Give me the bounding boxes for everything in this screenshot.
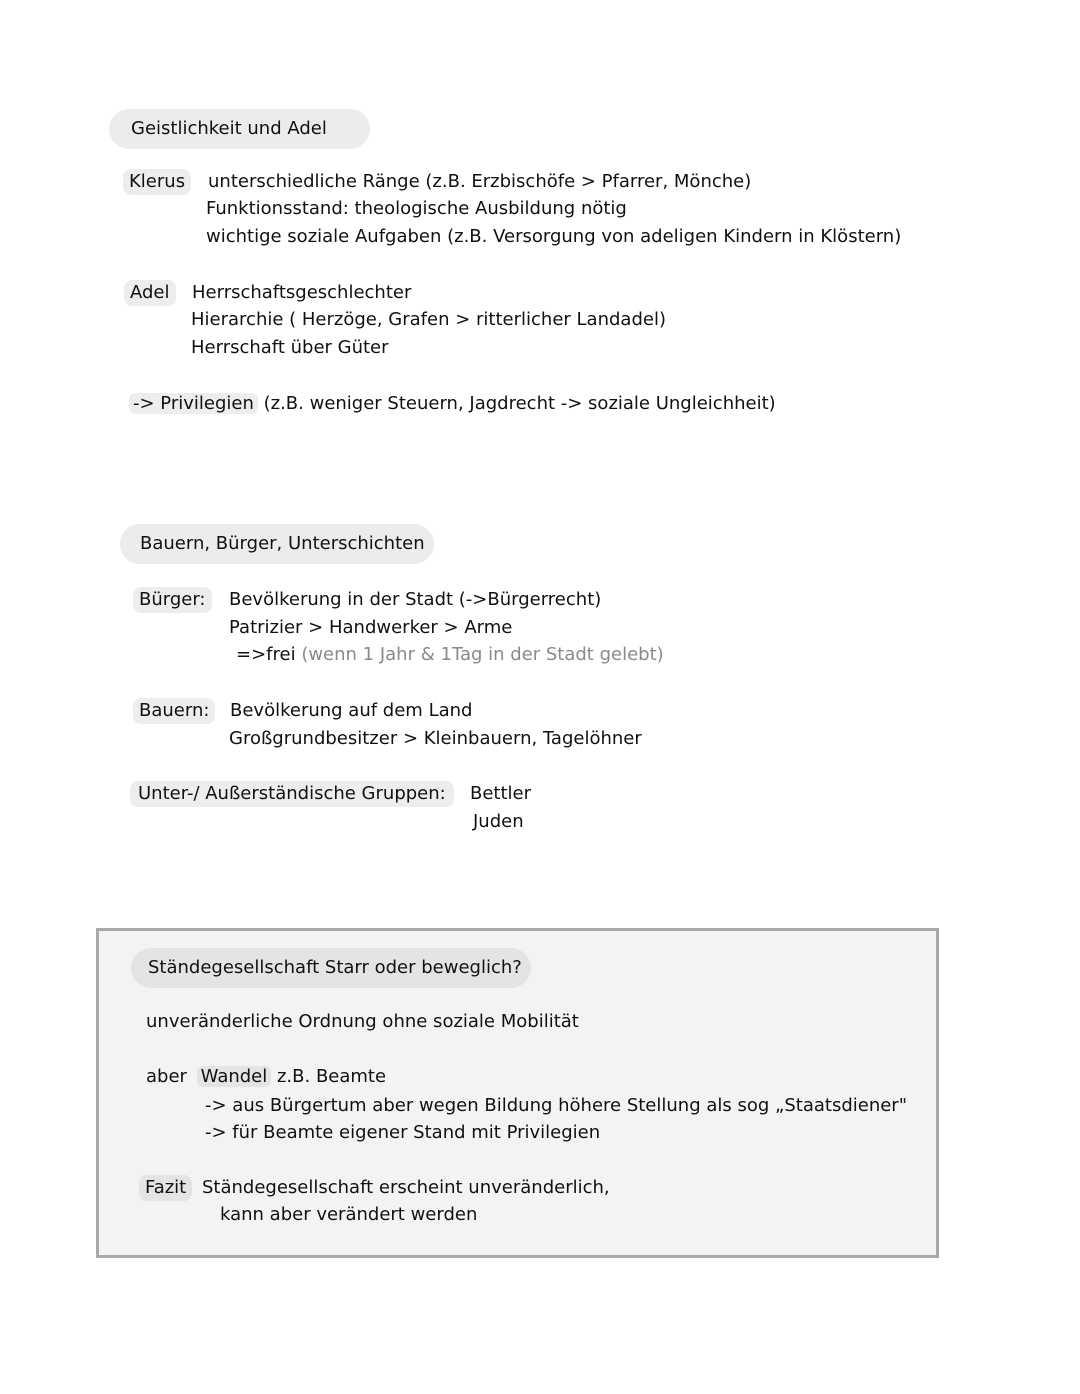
wandel-highlight: Wandel xyxy=(197,1066,272,1087)
bauern-line-2: Großgrundbesitzer > Kleinbauern, Tagelöhner xyxy=(229,728,642,749)
frei-note: (wenn 1 Jahr & 1Tag in der Stadt gelebt) xyxy=(295,644,664,665)
gruppen-label: Unter-/ Außerständische Gruppen: xyxy=(130,781,454,807)
fazit-label: Fazit xyxy=(139,1175,192,1201)
bauern-line-1: Bevölkerung auf dem Land xyxy=(230,700,473,721)
adel-line-3: Herrschaft über Güter xyxy=(191,337,389,358)
summary-box xyxy=(96,928,939,1258)
frei-text: =>frei xyxy=(236,644,296,665)
section-title-geistlichkeit-adel: Geistlichkeit und Adel xyxy=(109,109,370,149)
aber-text: aber xyxy=(146,1066,187,1087)
gruppen-item-bettler: Bettler xyxy=(470,783,532,804)
klerus-line-2: Funktionsstand: theologische Ausbildung nötig xyxy=(206,198,627,219)
privilegien-text: (z.B. weniger Steuern, Jagdrecht -> soziale Ungleichheit) xyxy=(257,393,776,414)
box-line-ordnung: unveränderliche Ordnung ohne soziale Mobilität xyxy=(146,1011,579,1032)
bauern-label: Bauern: xyxy=(133,698,215,724)
fazit-line-1: Ständegesellschaft erscheint unveränderlich, xyxy=(202,1177,610,1198)
adel-label: Adel xyxy=(124,280,176,306)
privilegien-highlight: -> Privilegien xyxy=(129,393,258,414)
buerger-line-1: Bevölkerung in der Stadt (->Bürgerrecht) xyxy=(229,589,602,610)
adel-line-1: Herrschaftsgeschlechter xyxy=(192,282,412,303)
fazit-line-2: kann aber verändert werden xyxy=(220,1204,478,1225)
box-aber-line xyxy=(146,1064,386,1090)
buerger-frei-line xyxy=(236,642,664,668)
adel-line-2: Hierarchie ( Herzöge, Grafen > ritterlicher Landadel) xyxy=(191,309,666,330)
klerus-line-1: unterschiedliche Ränge (z.B. Erzbischöfe > Pfarrer, Mönche) xyxy=(208,171,752,192)
privilegien-line xyxy=(129,391,776,417)
box-point-2: -> für Beamte eigener Stand mit Privilegien xyxy=(205,1122,601,1143)
section-title-bauern-buerger: Bauern, Bürger, Unterschichten xyxy=(120,524,434,564)
box-title: Ständegesellschaft Starr oder beweglich? xyxy=(131,948,531,988)
buerger-label: Bürger: xyxy=(133,587,212,613)
klerus-line-3: wichtige soziale Aufgaben (z.B. Versorgung von adeligen Kindern in Klöstern) xyxy=(206,226,902,247)
klerus-label: Klerus xyxy=(123,169,191,195)
box-point-1: -> aus Bürgertum aber wegen Bildung höhere Stellung als sog „Staatsdiener" xyxy=(205,1095,907,1116)
beamte-text: z.B. Beamte xyxy=(271,1066,387,1087)
buerger-line-2: Patrizier > Handwerker > Arme xyxy=(229,617,513,638)
gruppen-item-juden: Juden xyxy=(473,811,524,832)
